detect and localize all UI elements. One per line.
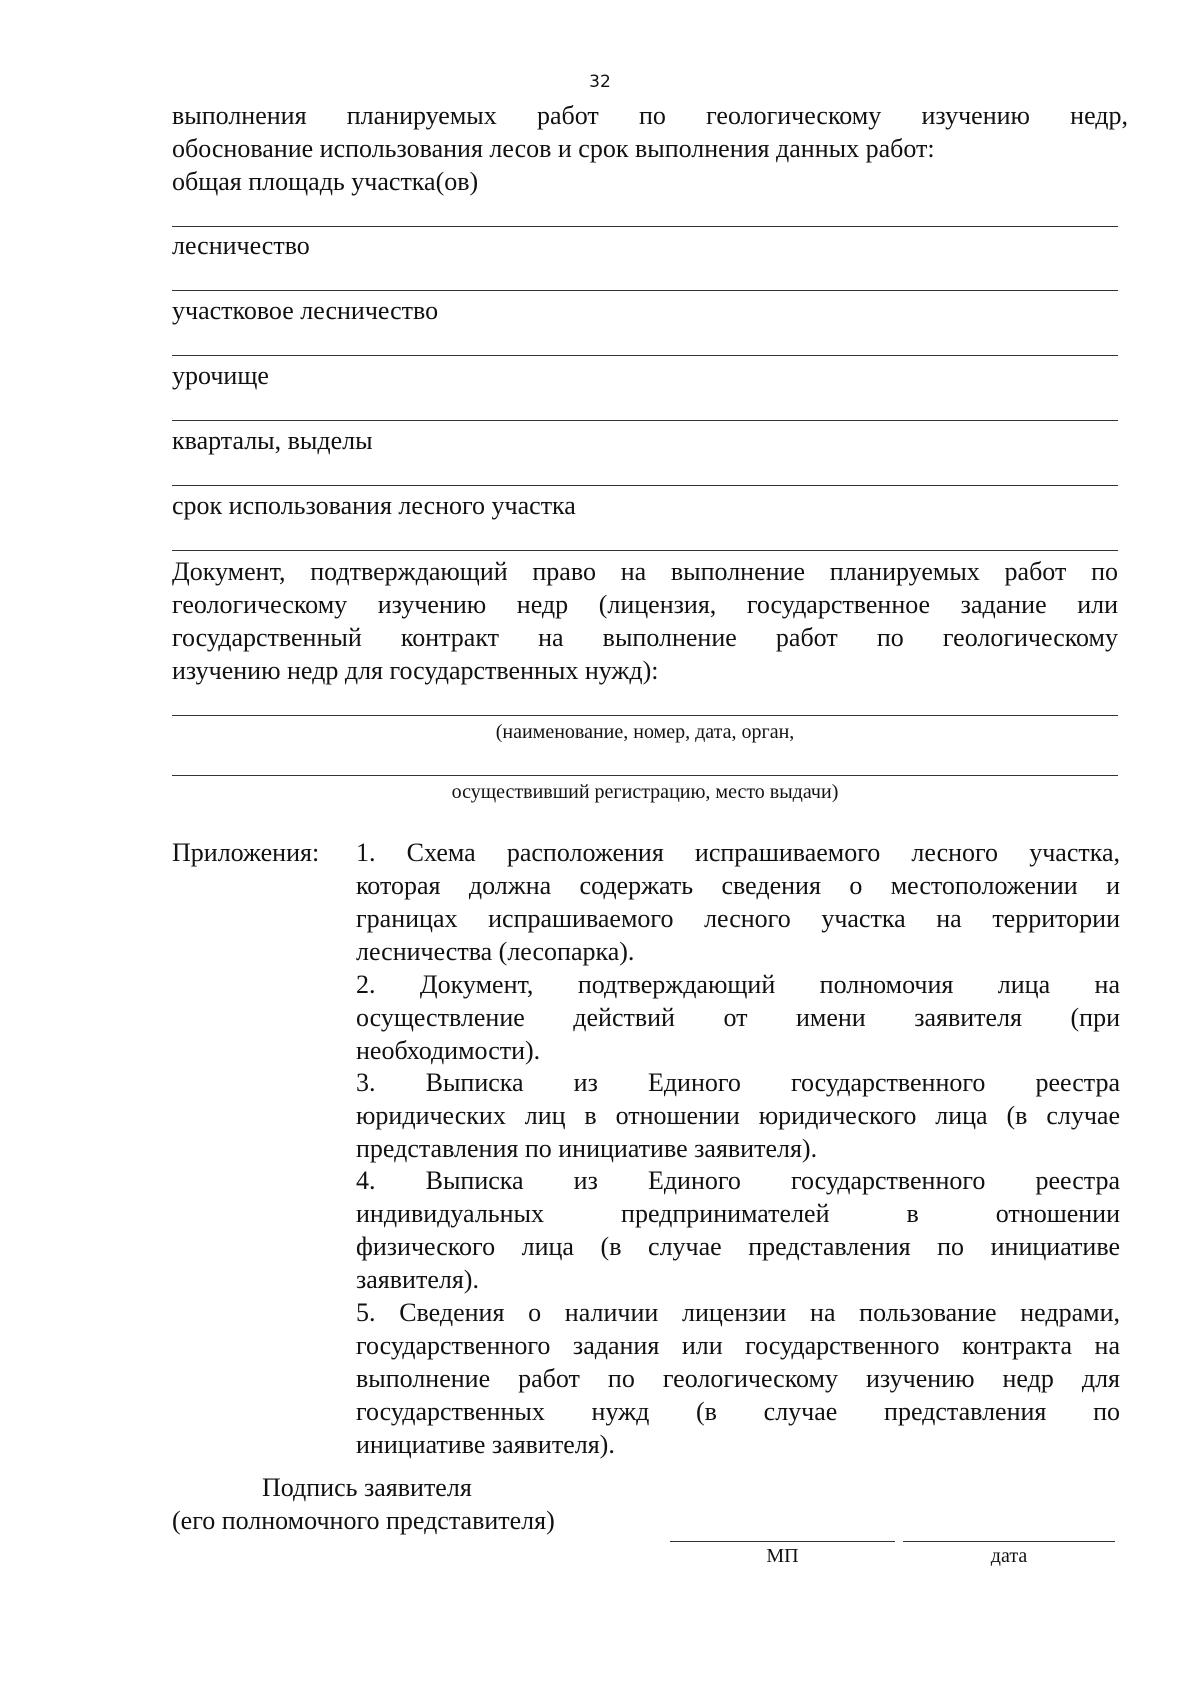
field-line-area[interactable] bbox=[172, 226, 1118, 227]
field-line-term[interactable] bbox=[172, 550, 1118, 551]
field-label-term: срок использования лесного участка bbox=[172, 491, 576, 520]
date-label: дата bbox=[990, 1545, 1028, 1567]
signature-label: Подпись заявителя bbox=[262, 1473, 472, 1502]
stamp-label: МП bbox=[766, 1545, 799, 1567]
appendix-5-line-2: государственного задания или государственного контракта на bbox=[356, 1331, 1120, 1360]
signature-line[interactable] bbox=[670, 1541, 895, 1542]
document-caption-1: (наименование, номер, дата, орган, bbox=[495, 721, 795, 743]
appendices-label: Приложения: bbox=[172, 838, 320, 867]
document-line-2[interactable] bbox=[172, 775, 1118, 776]
appendix-item-4 bbox=[356, 1164, 1120, 1296]
signature-representative-label: (его полномочного представителя) bbox=[172, 1506, 555, 1535]
appendix-item-5 bbox=[356, 1296, 1120, 1461]
appendix-1-line-1: 1. Схема расположения испрашиваемого лесного участка, bbox=[356, 838, 1120, 867]
appendix-2-line-1: 2. Документ, подтверждающий полномочия лица на bbox=[356, 970, 1120, 999]
field-line-tract[interactable] bbox=[172, 420, 1118, 421]
field-line-forestry[interactable] bbox=[172, 290, 1118, 291]
document-caption-2: осуществивший регистрацию, место выдачи) bbox=[451, 781, 839, 803]
appendix-1-line-4: лесничества (лесопарка). bbox=[356, 937, 635, 966]
appendix-5-line-1: 5. Сведения о наличии лицензии на пользование недрами, bbox=[356, 1298, 1120, 1327]
appendix-2-line-3: необходимости). bbox=[356, 1036, 541, 1065]
intro-line-2: обоснование использования лесов и срок выполнения данных работ: bbox=[172, 134, 935, 163]
field-label-forestry: лесничество bbox=[172, 231, 310, 260]
appendix-4-line-2: индивидуальных предпринимателей в отношении bbox=[356, 1199, 1120, 1228]
page-number: 32 bbox=[589, 72, 611, 92]
appendix-item-2 bbox=[356, 968, 1120, 1067]
appendix-2-line-2: осуществление действий от имени заявителя (при bbox=[356, 1003, 1120, 1032]
field-label-tract: урочище bbox=[172, 361, 269, 390]
doc-paragraph-line-3: государственный контракт на выполнение работ по геологическому bbox=[172, 623, 1118, 652]
intro-line-1: выполнения планируемых работ по геологическому изучению недр, bbox=[172, 101, 1128, 130]
field-label-quarters: кварталы, выделы bbox=[172, 426, 373, 455]
doc-paragraph-line-4: изучению недр для государственных нужд): bbox=[172, 656, 659, 685]
appendix-5-line-3: выполнение работ по геологическому изучению недр для bbox=[356, 1364, 1120, 1393]
appendix-3-line-1: 3. Выписка из Единого государственного реестра bbox=[356, 1068, 1120, 1097]
appendix-4-line-3: физического лица (в случае представления по инициативе bbox=[356, 1232, 1120, 1261]
intro-line-3: общая площадь участка(ов) bbox=[172, 167, 479, 196]
field-label-district-forestry: участковое лесничество bbox=[172, 296, 439, 325]
appendix-1-line-2: которая должна содержать сведения о местоположении и bbox=[356, 871, 1120, 900]
appendix-1-line-3: границах испрашиваемого лесного участка на территории bbox=[356, 904, 1120, 933]
appendix-4-line-1: 4. Выписка из Единого государственного реестра bbox=[356, 1166, 1120, 1195]
appendix-5-line-5: инициативе заявителя). bbox=[356, 1430, 615, 1459]
field-line-district-forestry[interactable] bbox=[172, 355, 1118, 356]
date-line[interactable] bbox=[903, 1541, 1115, 1542]
doc-paragraph-line-1: Документ, подтверждающий право на выполнение планируемых работ по bbox=[172, 557, 1118, 586]
appendix-4-line-4: заявителя). bbox=[356, 1265, 479, 1294]
appendix-3-line-2: юридических лиц в отношении юридического лица (в случае bbox=[356, 1101, 1120, 1130]
appendix-5-line-4: государственных нужд (в случае представления по bbox=[356, 1397, 1120, 1426]
document-line-1[interactable] bbox=[172, 715, 1118, 716]
field-line-quarters[interactable] bbox=[172, 485, 1118, 486]
appendix-item-1 bbox=[356, 836, 1120, 968]
doc-paragraph-line-2: геологическому изучению недр (лицензия, государственное задание или bbox=[172, 590, 1118, 619]
appendix-3-line-3: представления по инициативе заявителя). bbox=[356, 1134, 818, 1163]
appendix-item-3 bbox=[356, 1066, 1120, 1165]
